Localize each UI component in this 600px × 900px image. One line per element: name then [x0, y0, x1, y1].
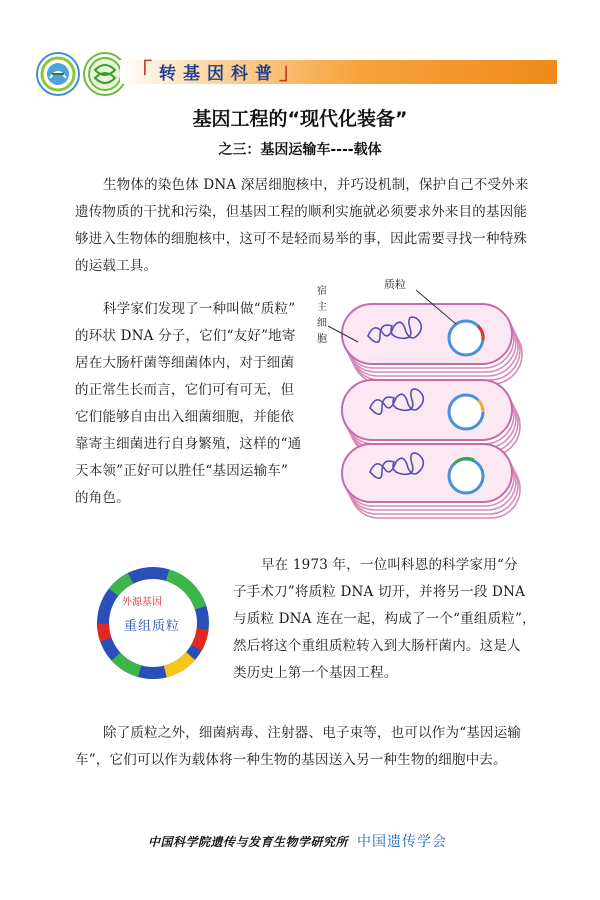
paragraph-4 [75, 720, 555, 774]
p2-line: 的环状 DNA 分子，它们“友好”地寄 [75, 328, 296, 344]
host-cell-char: 宿 [317, 286, 327, 297]
host-cell-char: 胞 [317, 334, 327, 345]
institute-logo-icon [36, 52, 80, 96]
p1-line: 生物体的染色体 DNA 深居细胞核中，并巧设机制，保护自己不受外来 [103, 177, 529, 193]
article-title: 基因工程的“现代化装备” [192, 108, 408, 130]
p3-line: 子手术刀”将质粒 DNA 切开，并将另一段 DNA [233, 584, 526, 600]
article-subtitle: 之三：基因运输车----载体 [218, 142, 382, 158]
p2-line: 靠寄主细菌进行自身繁殖，这样的“通 [75, 436, 302, 452]
paragraph-2 [75, 296, 315, 512]
bacteria-illustration [328, 288, 528, 523]
p2-line: 居在大肠杆菌等细菌体内，对于细菌 [75, 355, 295, 371]
p1-line: 遗传物质的干扰和污染，但基因工程的顺利实施就必须要求外来目的基因能 [75, 204, 528, 220]
host-cell-char: 主 [317, 302, 327, 313]
p3-line: 然后将这个重组质粒转入到大肠杆菌内。这是人 [233, 638, 521, 654]
footer-institute: 中国科学院遗传与发育生物学研究所 [148, 835, 349, 849]
p2-line: 科学家们发现了一种叫做“质粒” [103, 301, 296, 317]
recombinant-plasmid-label: 重组质粒 [124, 619, 181, 634]
host-cell-char: 细 [317, 318, 327, 329]
p3-line: 类历史上第一个基因工程。 [233, 665, 398, 681]
p3-line: 早在 1973 年，一位叫科恩的科学家用“分 [261, 557, 518, 573]
header-bracket-open: 「 [130, 59, 160, 85]
header-title [130, 60, 308, 86]
host-cell-label [316, 284, 328, 348]
paragraph-1 [75, 172, 555, 280]
p2-line: 天本领”正好可以胜任“基因运输车” [75, 463, 289, 479]
p4-line: 除了质粒之外，细菌病毒、注射器、电子束等，也可以作为“基因运输 [103, 725, 522, 741]
footer-society: 中国遗传学会 [357, 834, 447, 850]
p4-line: 车”，它们可以作为载体将一种生物的基因送入另一种生物的细胞中去。 [75, 752, 507, 768]
p1-line: 的运载工具。 [75, 258, 158, 274]
p2-line: 它们能够自由出入细菌细胞，并能依 [75, 409, 295, 425]
p2-line: 的正常生长而言，它们可有可无，但 [75, 382, 295, 398]
plasmid-label: 质粒 [384, 278, 406, 291]
header-title-text: 转基因科普 [159, 64, 280, 84]
header-bracket-close: 」 [279, 59, 309, 85]
foreign-gene-label: 外源基因 [122, 597, 162, 608]
paragraph-3 [233, 552, 555, 687]
p3-line: 与质粒 DNA 连在一起，构成了一个“重组质粒”， [233, 611, 536, 627]
p2-line: 的角色。 [75, 490, 130, 506]
p1-line: 够进入生物体的细胞核中，这可不是轻而易举的事，因此需要寻找一种特殊 [75, 231, 528, 247]
